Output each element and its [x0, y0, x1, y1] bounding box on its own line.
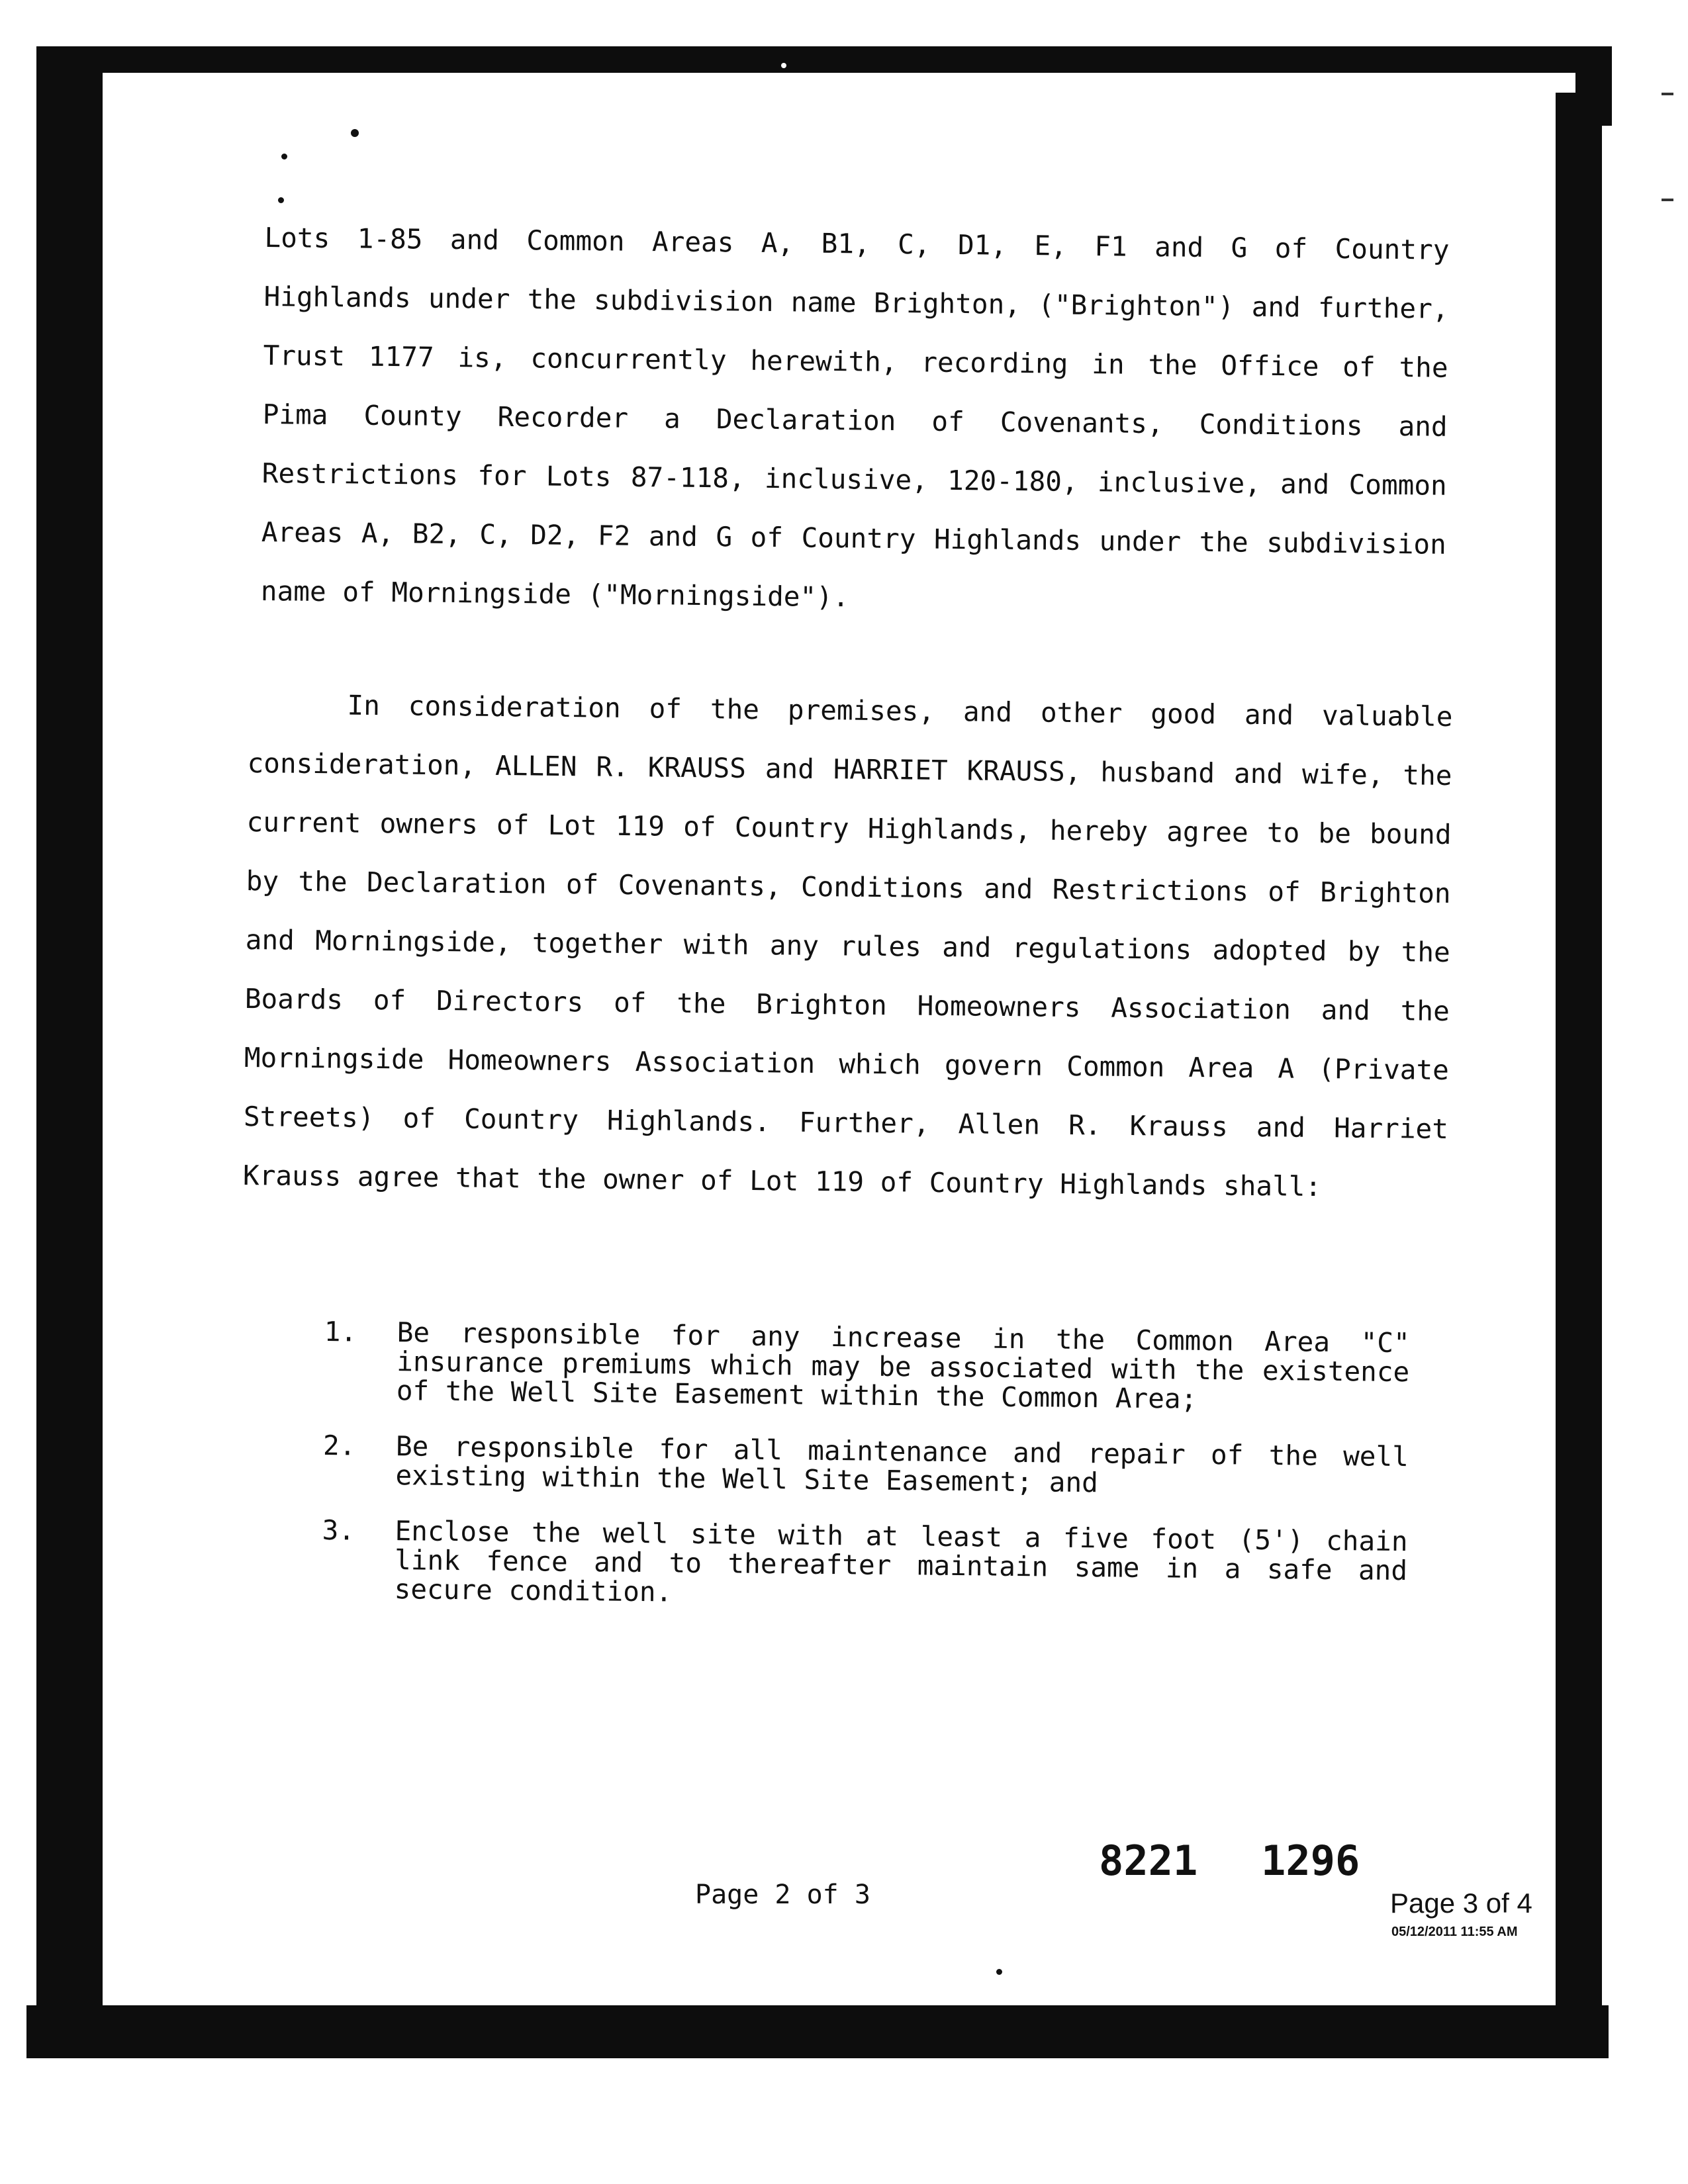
- list-item-text: Be responsible for all maintenance and repair of the well existing within the Well Site Easement; and: [395, 1430, 1409, 1499]
- stamp-page-count: Page 3 of 4: [1390, 1888, 1532, 1919]
- scan-border-left: [36, 46, 103, 2005]
- list-item: [321, 1516, 1407, 1614]
- list-item-number: 2.: [322, 1429, 356, 1462]
- stamp-datetime: 05/12/2011 11:55 AM: [1391, 1925, 1518, 1939]
- scan-speck: [351, 129, 359, 137]
- scan-speck: [996, 1969, 1002, 1975]
- list-item-number: 3.: [322, 1514, 355, 1547]
- scan-border-bottom: [26, 2005, 1609, 2058]
- paragraph-lots-common-areas: Lots 1-85 and Common Areas A, B1, C, D1, E, F1 and G of Country Highlands under the subdivision name Brighton, ("Brighton") and further, Trust 1177 is, concurrently herewith, recording in the Office of the Pima County Recorder a Declaration of Covenants, Conditions and Restrictions for Lots 87-118, inclusive, 120-180, inclusive, and Common Areas A, B2, C, D2, F2 and G of Country Highlands under the subdivision name of Morningside ("Morningside").: [260, 221, 1450, 614]
- list-item: [324, 1317, 1410, 1416]
- scan-border-right: [1556, 93, 1602, 2045]
- list-item-text: Be responsible for any increase in the Common Area "C" insurance premiums which may be associated with the existence of the Well Site Easement within the Common Area;: [396, 1316, 1410, 1415]
- scan-speck: [781, 63, 786, 68]
- scan-speck: [278, 197, 284, 203]
- margin-tick: [1662, 93, 1673, 95]
- obligations-list: [321, 1317, 1410, 1641]
- paragraph-consideration: In consideration of the premises, and other good and valuable consideration, ALLEN R. KRAUSS and HARRIET KRAUSS, husband and wife, the current owners of Lot 119 of Country Highlands, hereby agree to be bound by the Declaration of Covenants, Conditions and Restrictions of Brighton and Morningside, together with any rules and regulations adopted by the Boards of Directors of the Brighton Homeowners Association and the Morningside Homeowners Association which govern Common Area A (Private Streets) of Country Highlands. Further, Allen R. Krauss and Harriet Krauss agree that the owner of Lot 119 of Country Highlands shall:: [242, 689, 1453, 1203]
- scan-border-top: [36, 46, 1612, 73]
- list-item-text: Enclose the well site with at least a five foot (5') chain link fence and to thereafter maintain same in a safe and secure condition.: [394, 1515, 1408, 1608]
- list-item-number: 1.: [324, 1316, 357, 1348]
- list-item: [322, 1431, 1409, 1500]
- page-label: Page 2 of 3: [695, 1880, 870, 1910]
- docket-number: 8221: [1099, 1837, 1198, 1885]
- margin-tick: [1662, 199, 1673, 201]
- scan-speck: [281, 154, 287, 159]
- recording-page-number: 1296: [1261, 1837, 1360, 1885]
